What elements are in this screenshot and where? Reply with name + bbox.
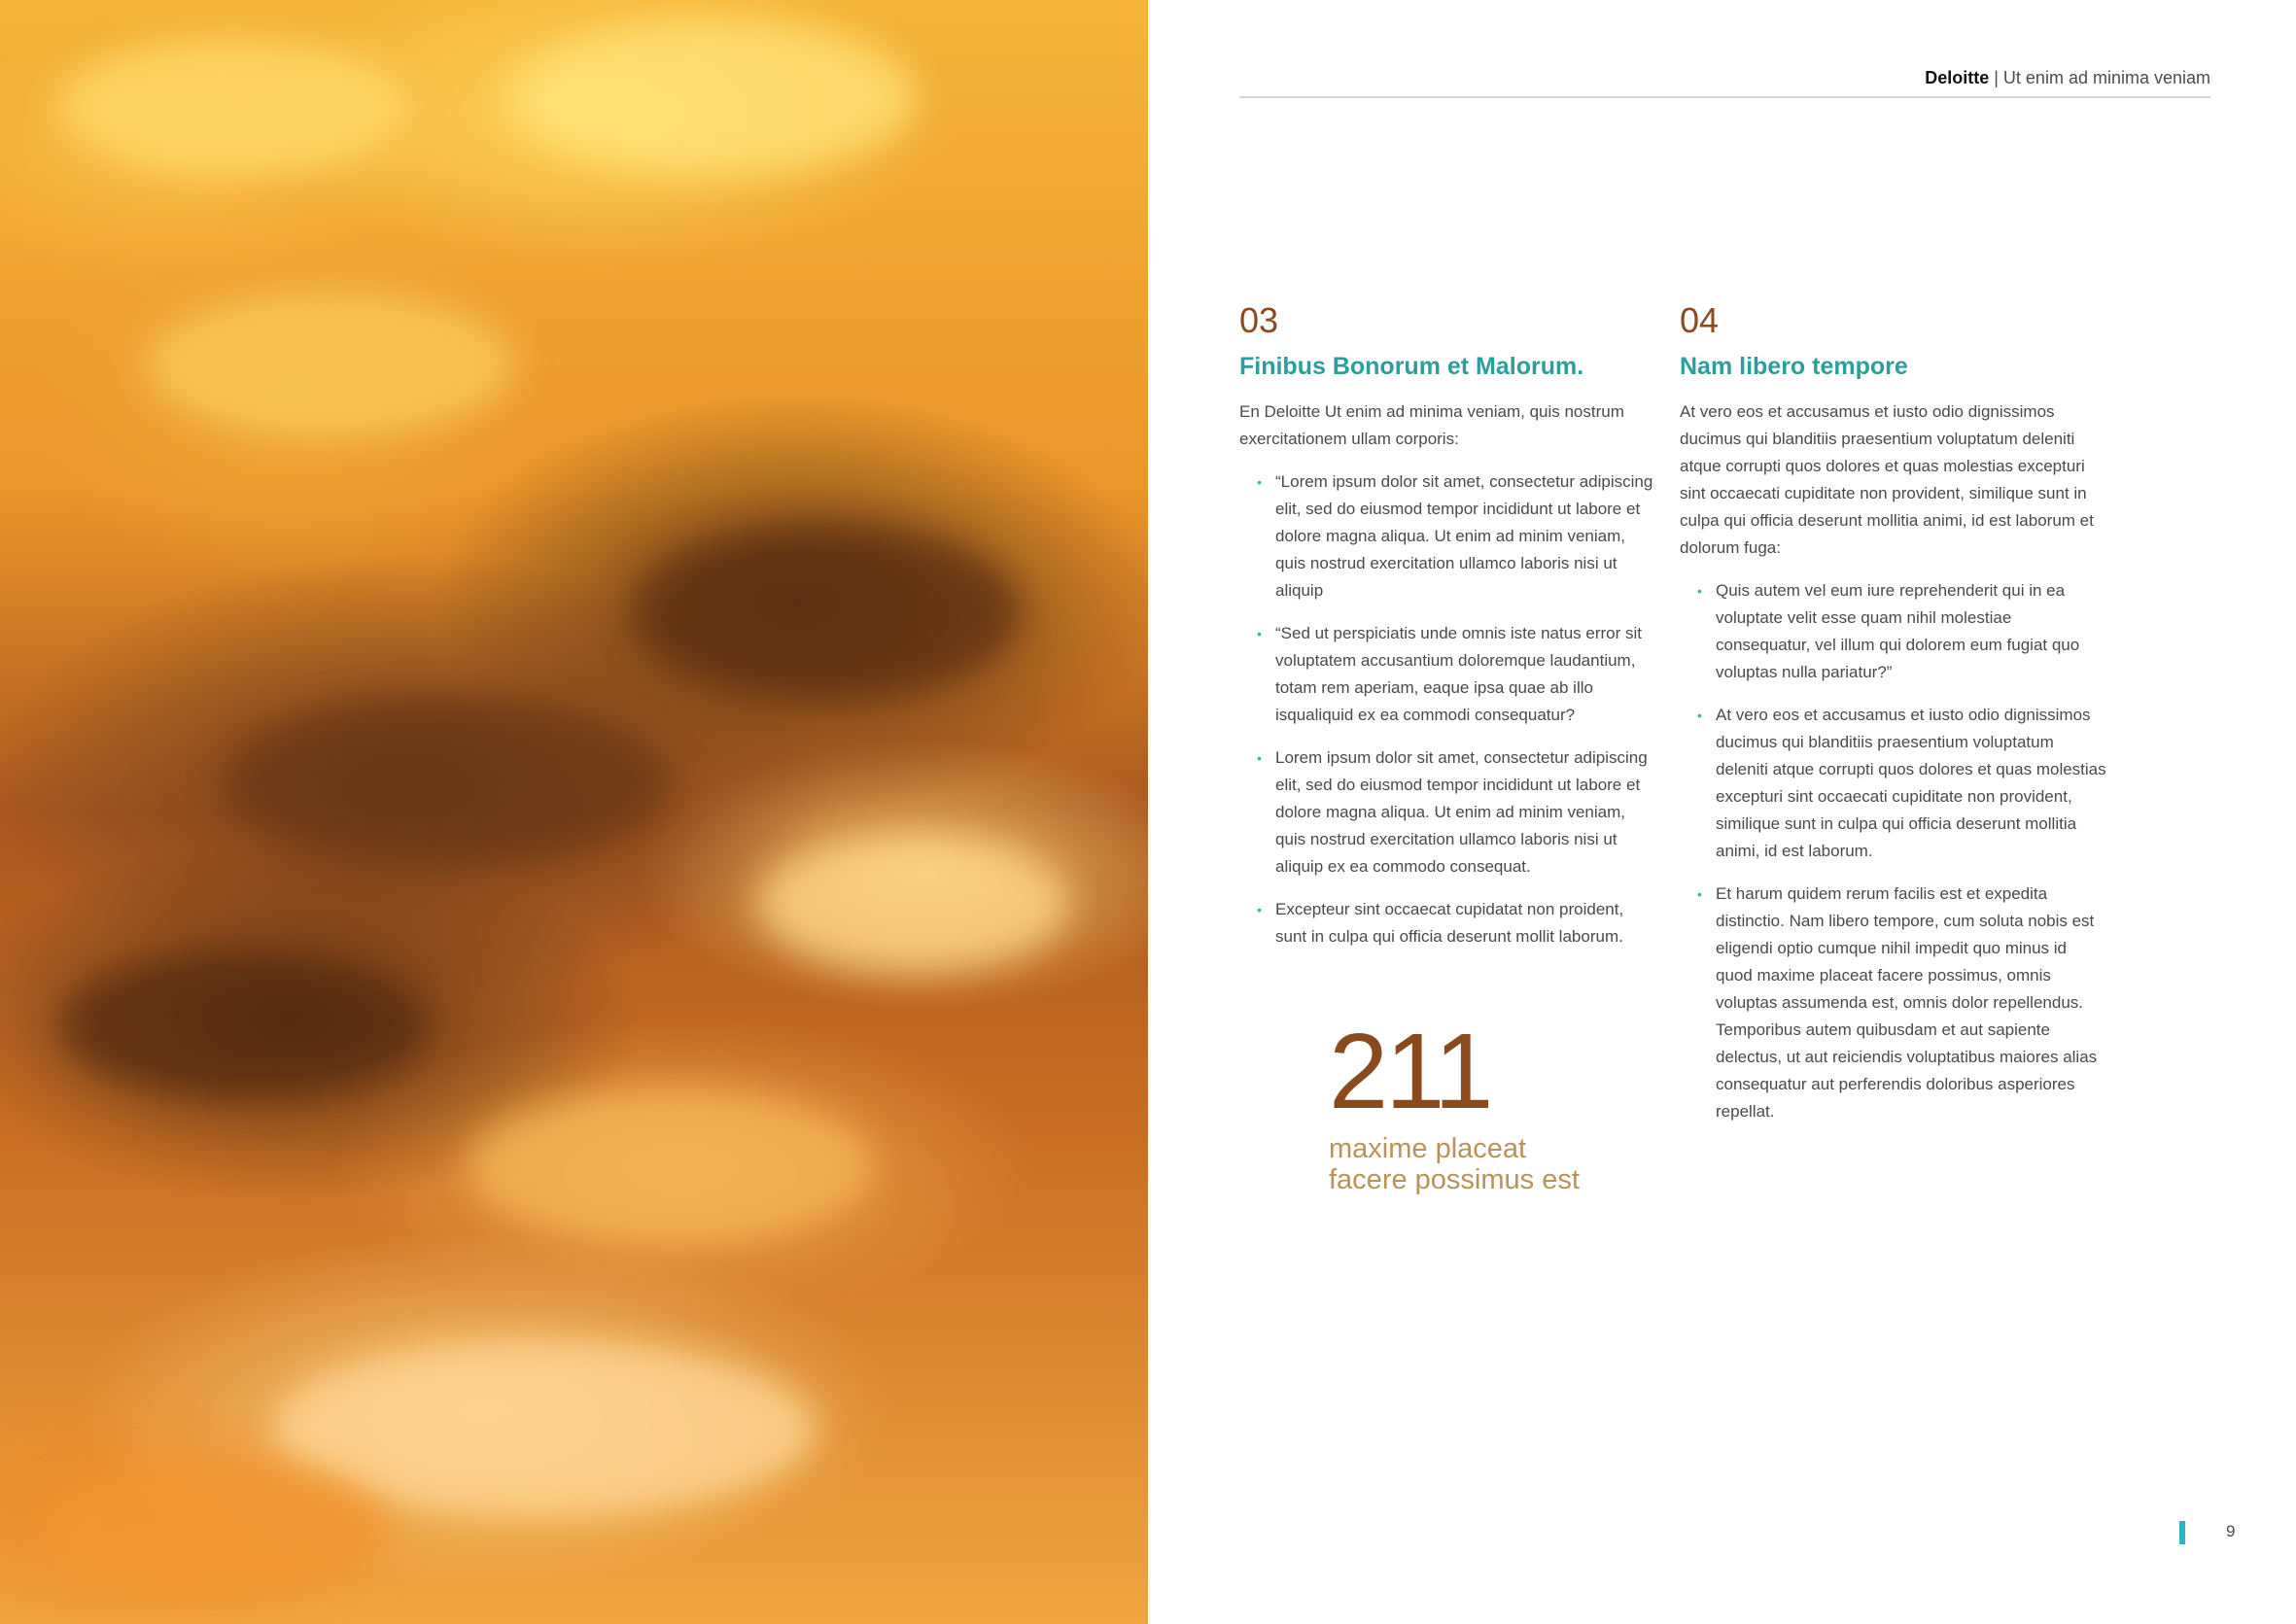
list-item xyxy=(1239,896,1657,950)
list-item-text: At vero eos et accusamus et iusto odio dignissimos ducimus qui blanditiis praesentium voluptatum deleniti atque corrupti quos dolores et quas molestias excepturi sint occaecati cupiditate non provident, similique sunt in culpa qui officia deserunt mollitia animi, id est laborum. xyxy=(1716,706,2106,860)
stat-caption-line2: facere possimus est xyxy=(1329,1164,1580,1195)
bullet-icon: • xyxy=(1697,708,1702,723)
bullet-icon: • xyxy=(1257,750,1262,766)
header-brand: Deloitte xyxy=(1925,68,1990,87)
list-item xyxy=(1680,702,2107,865)
bullet-icon: • xyxy=(1697,583,1702,599)
list-item xyxy=(1239,620,1657,729)
list-item xyxy=(1239,468,1657,605)
list-item-text: Lorem ipsum dolor sit amet, consectetur adipiscing elit, sed do eiusmod tempor incididunt ut labore et dolore magna aliqua. Ut enim ad minim veniam, quis nostrud exercitation ullamco laboris nisi ut aliquip ex ea commodo consequat. xyxy=(1275,748,1648,876)
list-item xyxy=(1680,577,2107,686)
list-item-text: Et harum quidem rerum facilis est et expedita distinctio. Nam libero tempore, cum soluta nobis est eligendi optio cumque nihil impedit quo minus id quod maxime placeat facere possimus, omnis voluptas assumenda est, omnis dolor repellendus. Temporibus autem quibusdam et aut sapiente delectus, ut aut reiciendis voluptatibus maiores alias consequatur aut perferendis doloribus asperiores repellat. xyxy=(1716,884,2098,1121)
list-item xyxy=(1680,881,2107,1125)
bullet-list xyxy=(1680,577,2107,1125)
list-item-text: Excepteur sint occaecat cupidatat non proident, sunt in culpa qui officia deserunt mollit laborum. xyxy=(1275,900,1624,946)
section-03 xyxy=(1239,300,1657,966)
list-item-text: “Lorem ipsum dolor sit amet, consectetur adipiscing elit, sed do eiusmod tempor incididunt ut labore et dolore magna aliqua. Ut enim ad minim veniam, quis nostrud exercitation ullamco laboris nisi ut aliquip xyxy=(1275,472,1653,600)
list-item xyxy=(1239,744,1657,881)
bullet-icon: • xyxy=(1257,474,1262,490)
running-header xyxy=(1925,68,2210,88)
stat-caption-line1: maxime placeat xyxy=(1329,1133,1527,1164)
page-marker-bar xyxy=(2179,1521,2185,1544)
header-title: Ut enim ad minima veniam xyxy=(2002,68,2210,87)
bullet-list xyxy=(1239,468,1657,950)
header-rule xyxy=(1239,96,2210,98)
list-item-text: Quis autem vel eum iure reprehenderit qui in ea voluptate velit esse quam nihil molestiae consequatur, vel illum qui dolorem eum fugiat quo voluptas nulla pariatur?” xyxy=(1716,581,2080,681)
section-number: 04 xyxy=(1680,300,1720,340)
bullet-icon: • xyxy=(1697,886,1702,902)
stat-value: 211 xyxy=(1329,1012,1491,1131)
header-separator: | xyxy=(1989,68,2003,87)
section-number: 03 xyxy=(1239,300,1279,340)
section-intro: En Deloitte Ut enim ad minima veniam, quis nostrum exercitationem ullam corporis: xyxy=(1239,402,1624,448)
section-04 xyxy=(1680,300,2107,1141)
document-page xyxy=(1148,0,2296,1624)
bullet-icon: • xyxy=(1257,626,1262,641)
bullet-icon: • xyxy=(1257,902,1262,917)
section-title: Nam libero tempore xyxy=(1680,353,1908,380)
section-intro: At vero eos et accusamus et iusto odio dignissimos ducimus qui blanditiis praesentium voluptatum deleniti atque corrupti quos dolores et quas molestias excepturi sint occaecati cupiditate non provident, similique sunt in culpa qui officia deserunt mollitia animi, id est laborum et dolorum fuga: xyxy=(1680,402,2094,557)
page-number: 9 xyxy=(2226,1522,2236,1540)
section-title: Finibus Bonorum et Malorum. xyxy=(1239,353,1584,380)
list-item-text: “Sed ut perspiciatis unde omnis iste natus error sit voluptatem accusantium doloremque laudantium, totam rem aperiam, eaque ipsa quae ab illo isqualiquid ex ea commodi consequatur? xyxy=(1275,624,1643,724)
stat-callout xyxy=(1329,1012,1580,1195)
